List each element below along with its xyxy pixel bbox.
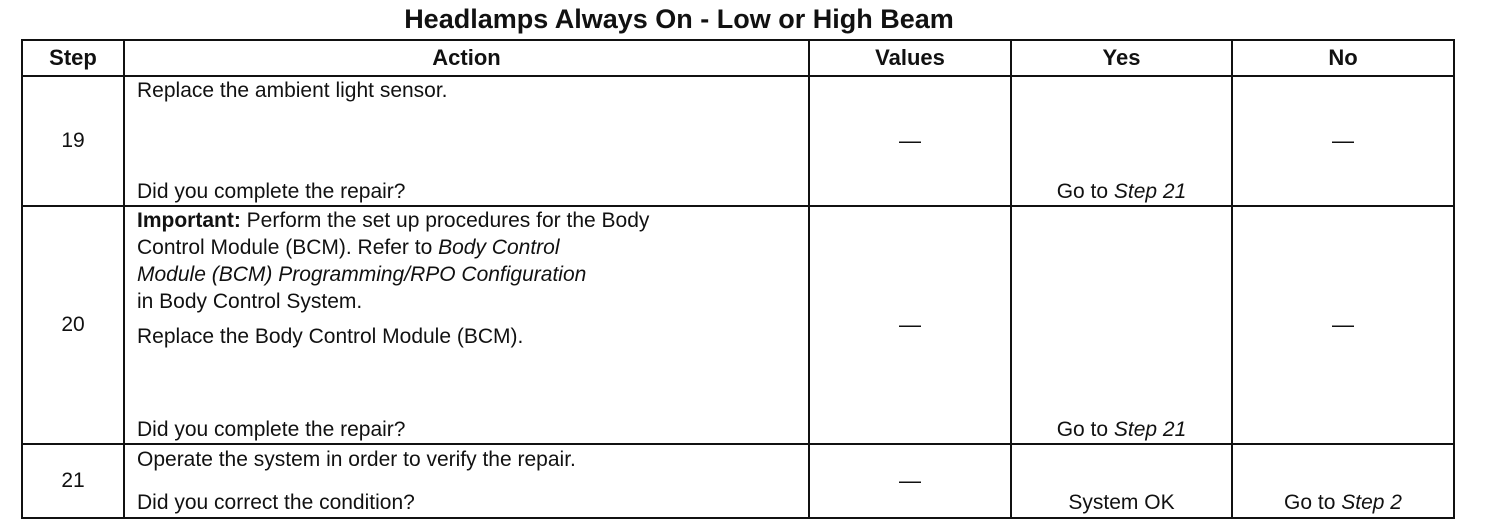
- table-header-row: [22, 40, 1454, 76]
- action-instruction: Replace the ambient light sensor.: [137, 79, 448, 102]
- yes-text: Go to: [1056, 180, 1114, 203]
- values-cell: [809, 76, 1011, 206]
- table-row: [22, 206, 1454, 444]
- reference-link[interactable]: Module (BCM) Programming/RPO Configuration: [137, 263, 587, 286]
- column-header-action: Action: [124, 40, 809, 76]
- no-dash: —: [1332, 312, 1354, 337]
- page-title: Headlamps Always On - Low or High Beam: [404, 4, 954, 34]
- no-dash: —: [1332, 128, 1354, 153]
- important-text: in Body Control System.: [137, 290, 363, 313]
- step-number: 20: [22, 206, 124, 444]
- action-instruction: Replace the Body Control Module (BCM).: [137, 325, 524, 348]
- action-cell: [124, 206, 809, 444]
- yes-cell: [1011, 206, 1232, 444]
- action-cell: [124, 444, 809, 518]
- action-question: Did you complete the repair?: [137, 180, 406, 203]
- important-text: Perform the set up procedures for the Body: [240, 209, 650, 232]
- column-header-no: No: [1232, 40, 1454, 76]
- column-header-step: Step: [22, 40, 124, 76]
- action-question: Did you correct the condition?: [137, 491, 415, 514]
- action-question: Did you complete the repair?: [137, 418, 406, 441]
- no-cell: [1232, 206, 1454, 444]
- yes-cell: [1011, 76, 1232, 206]
- values-dash: —: [899, 468, 921, 493]
- yes-cell: [1011, 444, 1232, 518]
- column-header-values: Values: [809, 40, 1011, 76]
- reference-link[interactable]: Body Control: [438, 236, 560, 259]
- values-cell: [809, 206, 1011, 444]
- yes-text: System OK: [1068, 491, 1175, 514]
- yes-step-link[interactable]: Step 21: [1113, 418, 1187, 441]
- diagnostic-table: [21, 39, 1455, 519]
- yes-step-link[interactable]: Step 21: [1113, 180, 1187, 203]
- step-number: 19: [22, 76, 124, 206]
- no-cell: [1232, 444, 1454, 518]
- yes-text: Go to: [1056, 418, 1114, 441]
- step-number: 21: [22, 444, 124, 518]
- important-label: Important:: [137, 209, 241, 232]
- action-instruction: Operate the system in order to verify the repair.: [137, 448, 576, 471]
- no-step-link[interactable]: Step 2: [1341, 491, 1402, 514]
- table-row: [22, 76, 1454, 206]
- no-text: Go to: [1284, 491, 1342, 514]
- action-cell: [124, 76, 809, 206]
- important-text: Control Module (BCM). Refer to: [137, 236, 439, 259]
- no-cell: [1232, 76, 1454, 206]
- values-dash: —: [899, 128, 921, 153]
- table-row: [22, 444, 1454, 518]
- values-cell: [809, 444, 1011, 518]
- column-header-yes: Yes: [1011, 40, 1232, 76]
- values-dash: —: [899, 312, 921, 337]
